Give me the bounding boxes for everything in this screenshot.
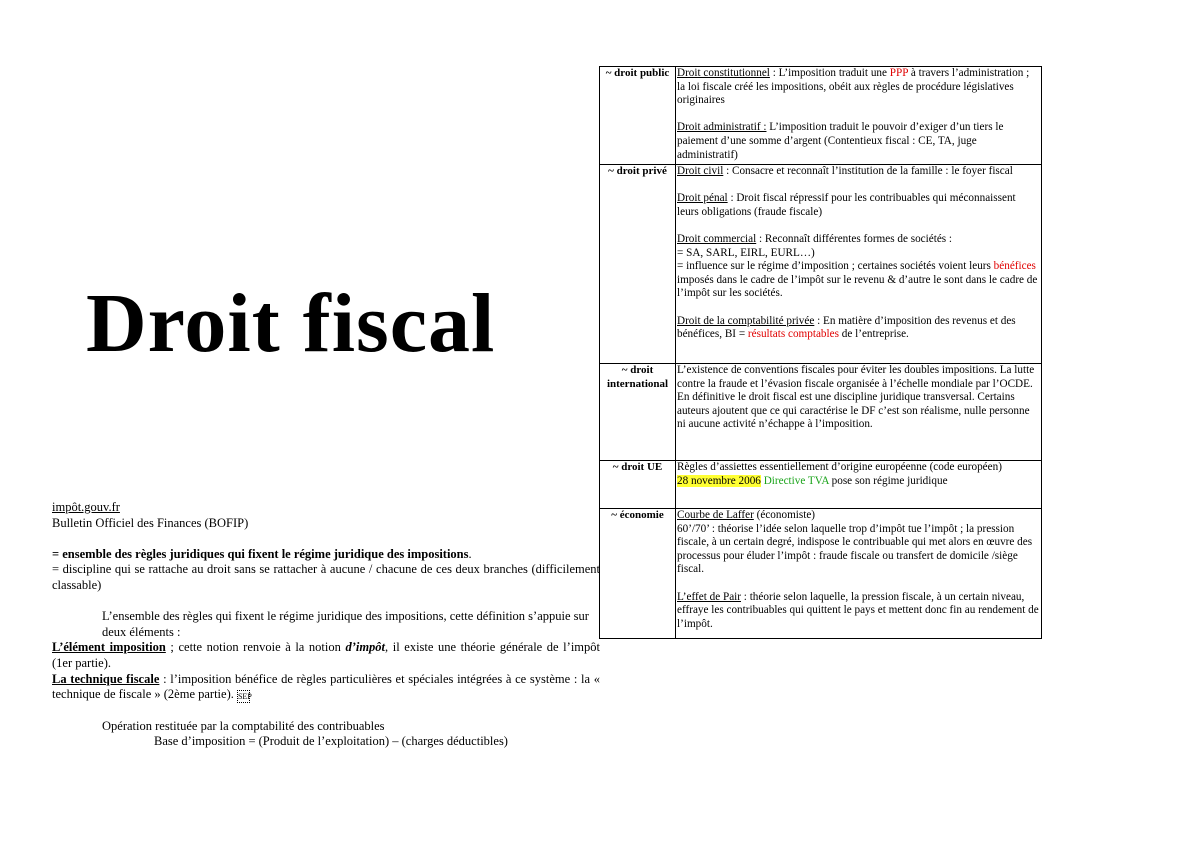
- row-head-ue: ~ droit UE: [600, 461, 676, 509]
- definition-2: = discipline qui se rattache au droit sans se rattacher à aucune / chacune de ces deux branches (difficilement classable): [52, 562, 600, 592]
- row-head-prive: ~ droit privé: [600, 165, 676, 364]
- bofip-line: Bulletin Officiel des Finances (BOFIP): [52, 515, 249, 530]
- row-body-public: Droit constitutionnel : L’imposition traduit une PPP à travers l’administration ; la loi fiscale créé les impositions, obéit aux règles de procédure législatives originaires Droit administratif : L’imposition traduit le pouvoir d’exiger d’un tiers le paiement d’une somme d’argent (Contentieux fiscal : CE, TA, juge administratif): [676, 67, 1042, 165]
- formula-line: Base d’imposition = (Produit de l’exploitation) – (charges déductibles): [154, 734, 508, 749]
- row-body-international: L’existence de conventions fiscales pour éviter les doubles impositions. La lutte contre la fraude et l’évasion fiscale organisée à l’échelle mondiale par l’OCDE. En définitive le droit fiscal est une discipline juridique transversal. Certains auteurs ajoutent que ce qui caractérise le DF c’est son réalisme, nulle personne ni aucune activité n’échappe à l’imposition.: [676, 364, 1042, 461]
- left-text-block: [52, 500, 600, 750]
- table-row: [600, 509, 1042, 639]
- row-head-economie: ~ économie: [600, 509, 676, 639]
- table-row: [600, 165, 1042, 364]
- row-body-ue: Règles d’assiettes essentiellement d’origine européenne (code européen) 28 novembre 2006 Directive TVA pose son régime juridique: [676, 461, 1042, 509]
- operation-line: Opération restituée par la comptabilité des contribuables: [102, 718, 385, 733]
- table-row: [600, 67, 1042, 165]
- row-head-international: ~ droit international: [600, 364, 676, 461]
- row-head-public: ~ droit public: [600, 67, 676, 165]
- table-row: [600, 461, 1042, 509]
- impot-gouv-link[interactable]: impôt.gouv.fr: [52, 500, 120, 514]
- definition-1: = ensemble des règles juridiques qui fixent le régime juridique des impositions.: [52, 546, 472, 561]
- separator-glyph-icon: SEP: [237, 692, 252, 702]
- law-branches-table: [599, 66, 1042, 639]
- intro-paragraph: L’ensemble des règles qui fixent le régime juridique des impositions, cette définition s’appuie sur deux éléments :: [102, 609, 589, 639]
- row-body-prive: Droit civil : Consacre et reconnaît l’institution de la famille : le foyer fiscal Droit pénal : Droit fiscal répressif pour les contribuables qui méconnaissent leurs obligations (fraude fiscale) Droit commercial : Reconnaît différentes formes de sociétés : = SA, SARL, EIRL, EURL…) = influence sur le régime d’imposition ; certaines sociétés voient leurs bénéfices imposés dans le cadre de l’impôt sur le revenu & d’autre le sont dans le cadre de l’impôt sur les sociétés. Droit de la comptabilité privée : En matière d’imposition des revenus et des bénéfices, BI = résultats comptables de l’entreprise.: [676, 165, 1042, 364]
- row-body-economie: Courbe de Laffer (économiste) 60’/70’ : théorise l’idée selon laquelle trop d’impôt tue l’impôt ; la pression fiscale, à un certain degré, indispose le contribuable qui met alors en œuvre des processus pour éluder l’impôt : fraude fiscale ou transfert de domicile /siège fiscal. L’effet de Pair : théorie selon laquelle, la pression fiscale, à un certain niveau, effraye les contribuables qui quittent le pays et mettent donc fin au rendement de l’impôt.: [676, 509, 1042, 639]
- page-title: Droit fiscal: [86, 277, 496, 370]
- table-row: [600, 364, 1042, 461]
- technique-fiscale: La technique fiscale : l’imposition bénéfice de règles particulières et spéciales intégrées à ce système : la « technique de fiscale » (2ème partie). SEP: [52, 671, 601, 702]
- element-imposition: L’élément imposition ; cette notion renvoie à la notion d’impôt, il existe une théorie générale de l’impôt (1er partie).: [52, 640, 600, 670]
